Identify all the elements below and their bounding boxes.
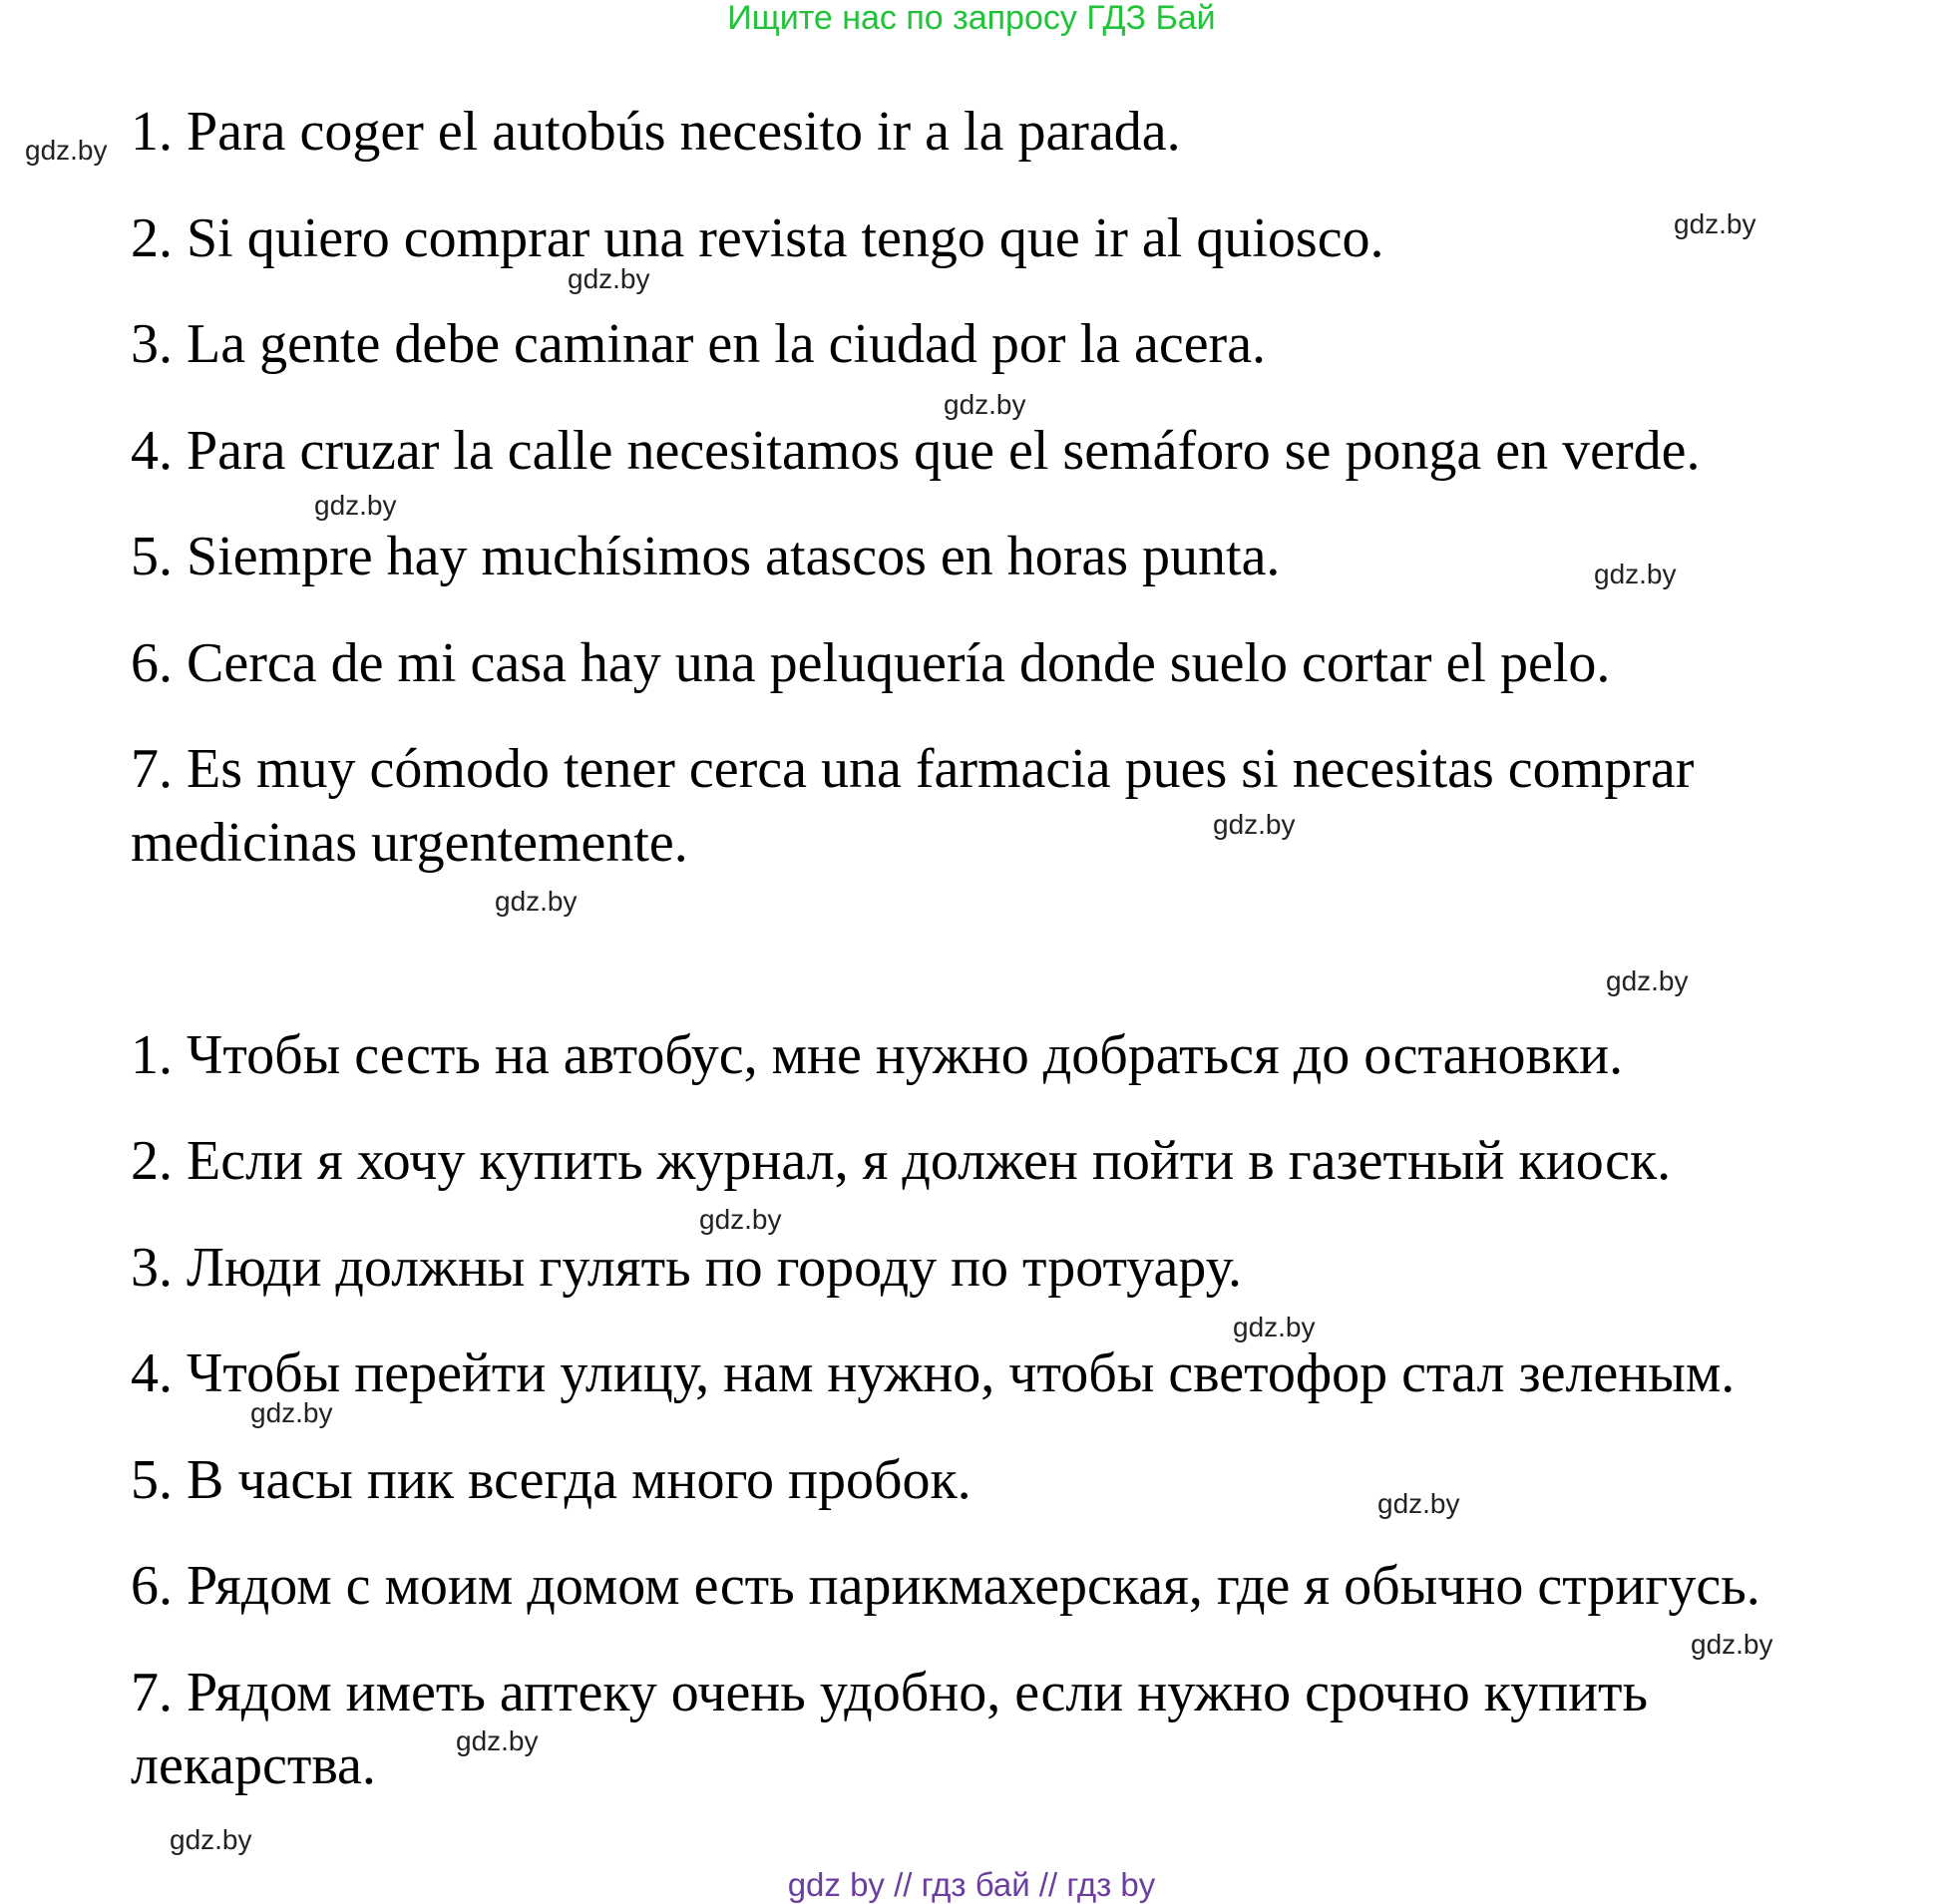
- spanish-line-4: 4. Para cruzar la calle necesitamos que el semáforo se ponga en verde.: [131, 420, 1701, 482]
- watermark: gdz.by: [944, 389, 1026, 420]
- watermark: gdz.by: [314, 490, 397, 521]
- russian-line-5: 5. В часы пик всегда много пробок.: [131, 1449, 972, 1511]
- russian-line-7: 7. Рядом иметь аптеку очень удобно, если нужно срочно купить: [131, 1662, 1649, 1723]
- russian-line-6: 6. Рядом с моим домом есть парикмахерская, где я обычно стригусь.: [131, 1555, 1760, 1617]
- watermark: gdz.by: [25, 135, 108, 166]
- watermark: gdz.by: [1674, 208, 1756, 239]
- russian-line-1: 1. Чтобы сесть на автобус, мне нужно добраться до остановки.: [131, 1024, 1624, 1086]
- watermark: gdz.by: [699, 1204, 782, 1235]
- watermark: gdz.by: [1691, 1629, 1773, 1660]
- spanish-line-1: 1. Para coger el autobús necesito ir a la parada.: [131, 101, 1181, 163]
- search-banner: Ищите нас по запросу ГДЗ Бай: [727, 0, 1216, 37]
- watermark: gdz.by: [1233, 1312, 1316, 1342]
- watermark: gdz.by: [170, 1824, 252, 1855]
- footer-links: gdz by // гдз бай // гдз by: [787, 1866, 1156, 1903]
- spanish-line-7-continued: medicinas urgentemente.: [131, 812, 688, 874]
- watermark: gdz.by: [456, 1725, 539, 1756]
- spanish-line-7: 7. Es muy cómodo tener cerca una farmacia pues si necesitas comprar: [131, 738, 1695, 800]
- spanish-line-6: 6. Cerca de mi casa hay una peluquería donde suelo cortar el pelo.: [131, 632, 1611, 694]
- watermark: gdz.by: [1594, 559, 1677, 589]
- watermark: gdz.by: [1377, 1488, 1460, 1519]
- russian-line-4: 4. Чтобы перейти улицу, нам нужно, чтобы светофор стал зеленым.: [131, 1342, 1736, 1404]
- spanish-line-3: 3. La gente debe caminar en la ciudad por la acera.: [131, 313, 1267, 375]
- watermark: gdz.by: [1606, 965, 1689, 996]
- spanish-line-2: 2. Si quiero comprar una revista tengo que ir al quiosco.: [131, 207, 1384, 269]
- russian-line-3: 3. Люди должны гулять по городу по тротуару.: [131, 1237, 1242, 1299]
- russian-line-2: 2. Если я хочу купить журнал, я должен пойти в газетный киоск.: [131, 1130, 1672, 1192]
- russian-line-7-continued: лекарства.: [131, 1734, 376, 1796]
- watermark: gdz.by: [568, 263, 650, 294]
- watermark: gdz.by: [1213, 809, 1296, 840]
- spanish-line-5: 5. Siempre hay muchísimos atascos en horas punta.: [131, 526, 1281, 587]
- watermark: gdz.by: [250, 1397, 333, 1428]
- watermark: gdz.by: [495, 886, 578, 917]
